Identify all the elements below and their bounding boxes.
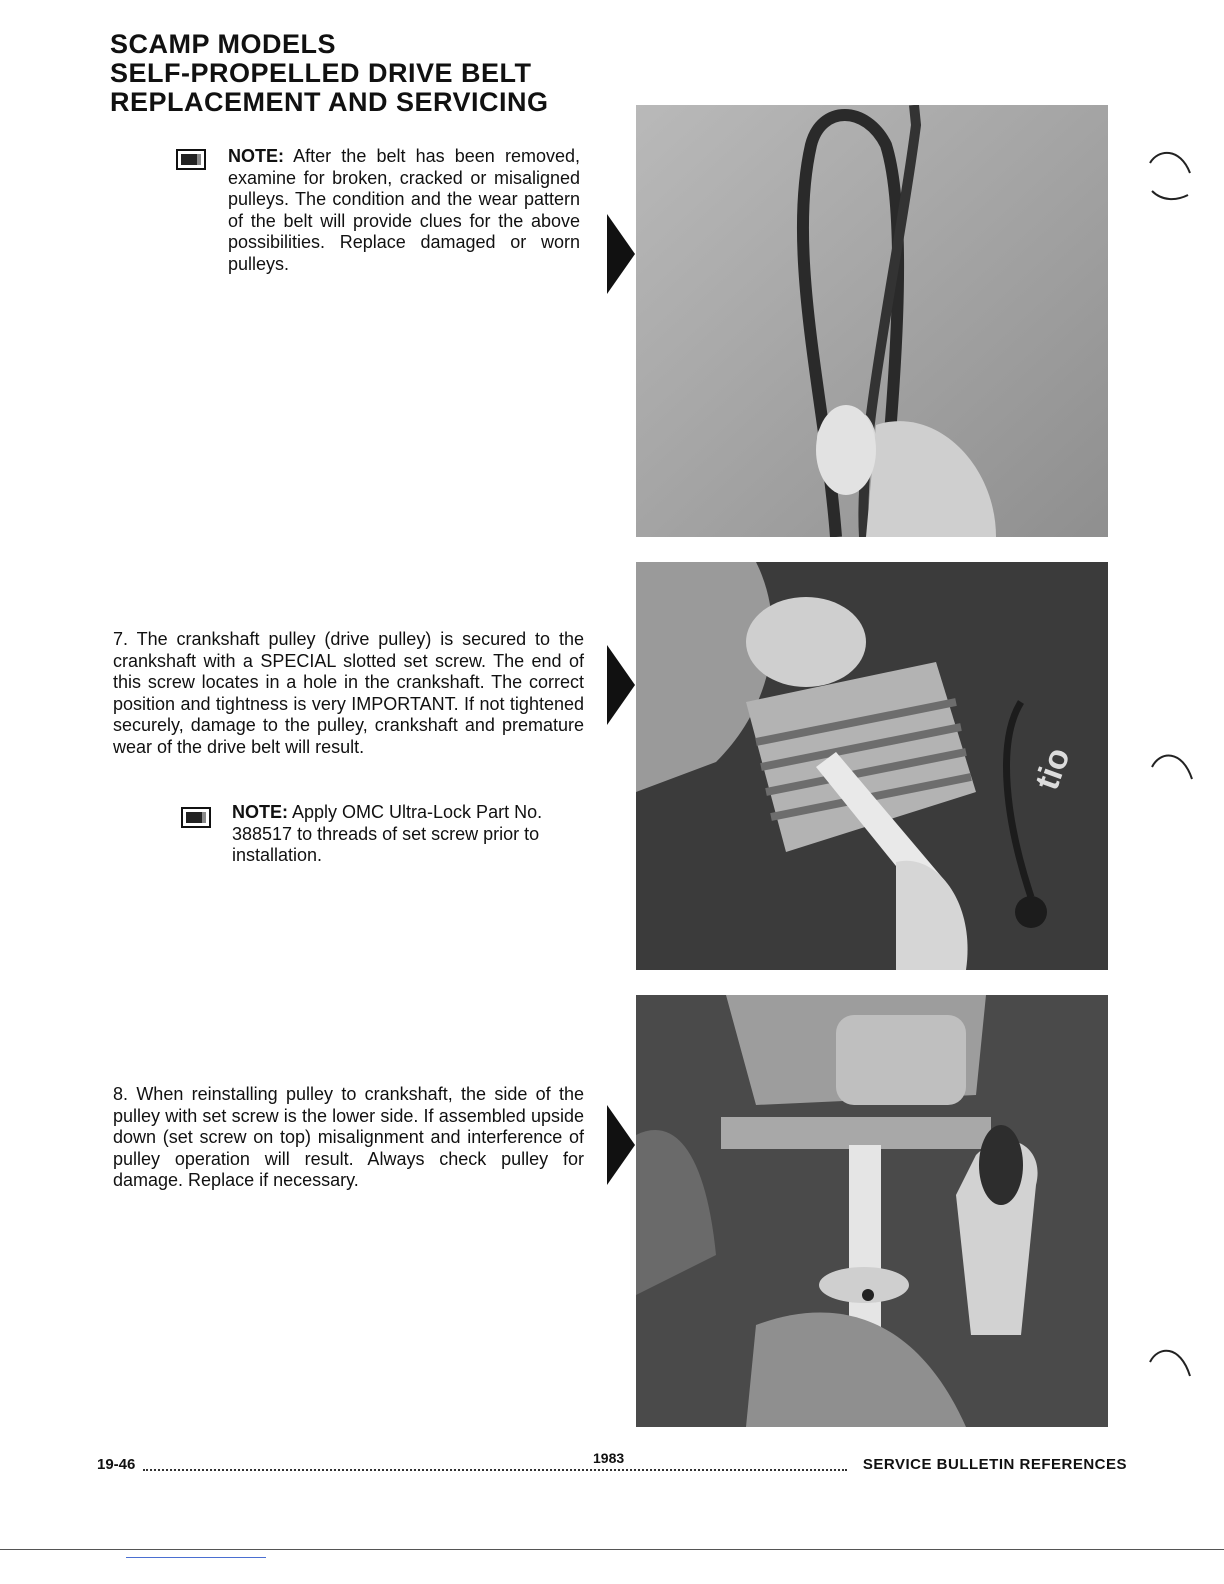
photo-crankshaft-pulley [636,562,1108,970]
note-2-label: NOTE: [232,802,288,822]
note-1-label: NOTE: [228,146,284,166]
footer-dot-leader [143,1469,847,1471]
photo-2-decal-text: tio [1027,742,1078,795]
pointer-arrow-icon [607,214,635,294]
step-7-paragraph: 7. The crankshaft pulley (drive pulley) is secured to the crankshaft with a SPECIAL slotted set screw. The end of this screw locates in a hole in the crankshaft. The correct position and tightness is very IMPORTANT. If not tightened securely, damage to the pulley, crankshaft and premature wear of the drive belt will result. [113,629,584,757]
pointer-arrow-icon [607,645,635,725]
title-line-3: REPLACEMENT AND SERVICING [110,87,549,117]
note-icon [181,807,211,828]
footer-year: 1983 [593,1450,625,1466]
binder-hole-mark-icon [1146,145,1194,205]
photo-pulley-reinstall [636,995,1108,1427]
binder-hole-mark-icon [1148,745,1196,785]
footer-page-number: 19-46 [97,1456,136,1473]
note-1-text: After the belt has been removed, examine for broken, cracked or misaligned pulleys. The condition and the wear pattern of the belt will provide clues for the above possibilities. Replace damaged or worn pulleys. [228,146,580,274]
note-2-text: Apply OMC Ultra-Lock Part No. 388517 to threads of set screw prior to installation. [232,802,543,866]
step-8-paragraph: 8. When reinstalling pulley to crankshaft, the side of the pulley with set screw is the lower side. If assembled upside down (set screw on top) misalignment and interference of pulley operation will result. Always check pulley for damage. Replace if necessary. [113,1084,584,1191]
photo-belt-inspection [636,105,1108,537]
bottom-rule [0,1549,1224,1550]
binder-hole-mark-icon [1146,1340,1194,1380]
note-icon [176,149,206,170]
note-2 [232,802,584,867]
footer-section: SERVICE BULLETIN REFERENCES [862,1456,1127,1473]
page-footer [97,1452,1127,1478]
title-line-2: SELF-PROPELLED DRIVE BELT [110,58,532,88]
scan-artifact-line [126,1557,266,1558]
note-1 [228,146,580,276]
title-line-1: SCAMP MODELS [110,29,337,59]
pointer-arrow-icon [607,1105,635,1185]
page-title [110,30,549,117]
